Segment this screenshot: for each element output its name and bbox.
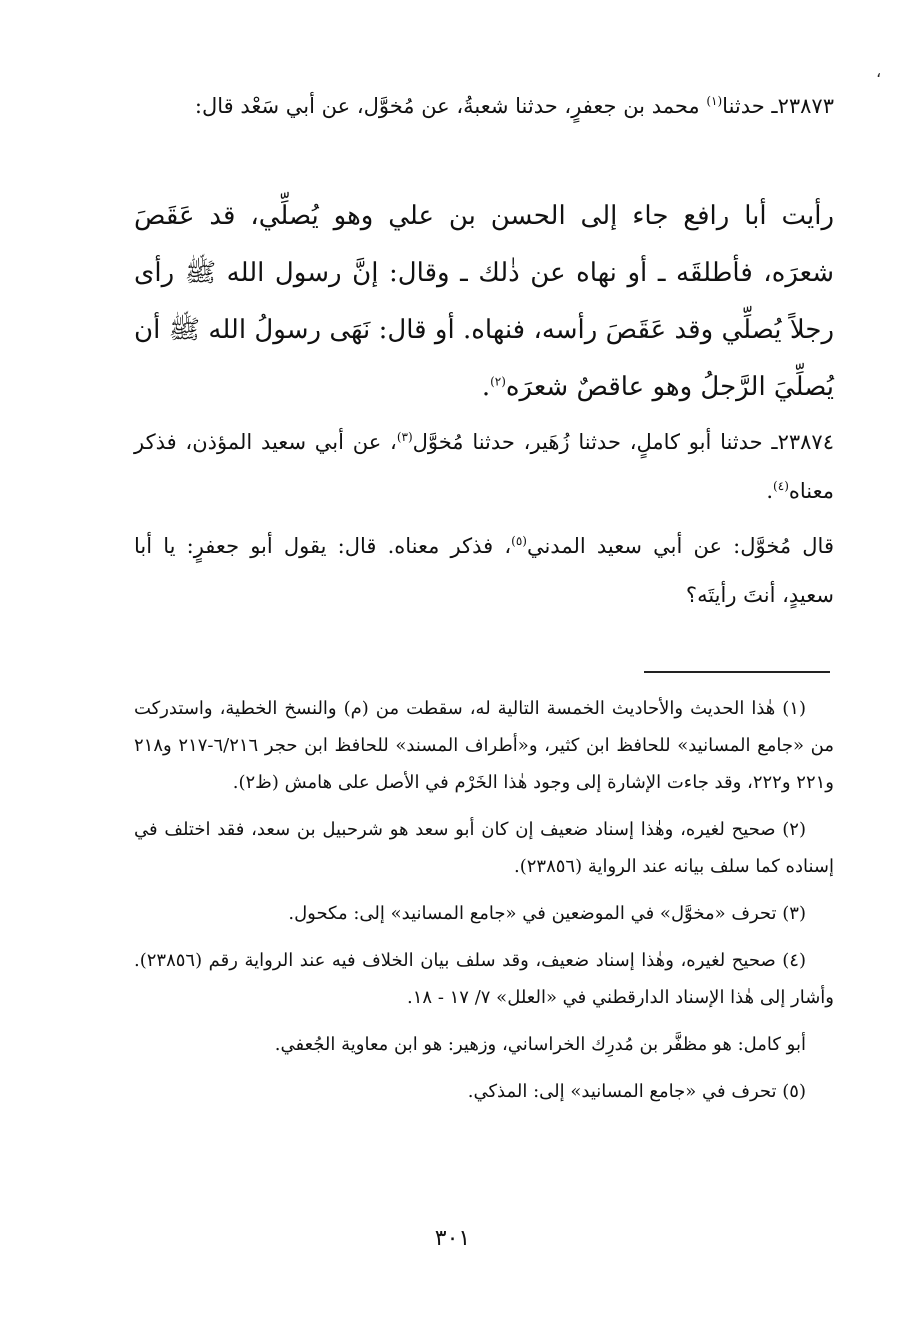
footnote-4-narrators: أبو كامل: هو مظفَّر بن مُدرِك الخراساني، وزهير: هو ابن معاوية الجُعفي. [274,1034,806,1055]
corner-mark: ، [876,62,882,81]
makhwal-note-rest: ، فذكر معناه. قال: يقول أبو جعفرٍ: يا أبا سعيدٍ، أنتَ رأيتَه؟ [134,534,834,607]
footnote-ref-2: (٢) [490,374,506,389]
footnote-ref-1: (١) [706,94,723,108]
matn-text: رأيت أبا رافع جاء إلى الحسن بن علي وهو يُصلِّي، قد عَقَصَ شعرَه، فأطلقَه ـ أو نهاه عن ذٰلك ـ وقال: إنَّ رسول الله ﷺ رأى رجلاً يُصلِّي وقد عَقَصَ رأسه، فنهاه. أو قال: نَهَى رسولُ الله ﷺ أن يُصلِّيَ الرَّجلُ وهو عاقصٌ شعرَه [134,201,834,402]
hadith-23873-text: ٢٣٨٧٣ـ حدثنا [722,94,834,118]
hadith-23874-end: . [766,479,774,503]
footnote-3: (٣) تحرف «مخوَّل» في الموضعين في «جامع المسانيد» إلى: مكحول. [288,903,806,924]
footnote-5: (٥) تحرف في «جامع المسانيد» إلى: المذكي. [467,1081,806,1102]
footnote-ref-3: (٣) [396,430,413,444]
hadith-23874-mid: ، عن أبي سعيد المؤذن، فذكر معناه [134,430,834,503]
hadith-23874 [134,418,834,516]
footnote-separator [644,671,830,673]
hadith-23873-isnad [134,82,834,131]
footnote-ref-5: (٥) [511,534,527,548]
footnote-2: (٢) صحيح لغيره، وهٰذا إسناد ضعيف إن كان أبو سعد هو شرحبيل بن سعد، فقد اختلف في إسناده كما سلف بيانه عند الرواية (٢٣٨٥٦). [134,819,834,877]
hadith-23873-matn [134,188,834,416]
footnotes [134,690,834,1120]
page-number: ٣٠١ [434,1226,471,1251]
footnote-4: (٤) صحيح لغيره، وهٰذا إسناد ضعيف، وقد سلف بيان الخلاف فيه عند الرواية رقم (٢٣٨٥٦). وأشار إلى هٰذا الإسناد الدارقطني في «العلل» ٧/ ١٧ - ١٨. [134,950,834,1008]
footnote-1: (١) هٰذا الحديث والأحاديث الخمسة التالية له، سقطت من (م) والنسخ الخطية، واستدركت من «جامع المسانيد» للحافظ ابن كثير، و«أطراف المسند» للحافظ ابن حجر ٦/٢١٦-٢١٧ و٢١٨ و٢٢١ و٢٢٢، وقد جاءت الإشارة إلى وجود هٰذا الخَرْم في الأصل على هامش (ظ٢). [134,698,834,793]
makhwal-note [134,522,834,620]
matn-end: . [481,372,491,402]
hadith-23873-rest: محمد بن جعفرٍ، حدثنا شعبةُ، عن مُخوَّل، عن أبي سَعْد قال: [194,94,707,118]
footnote-ref-4: (٤) [773,479,789,493]
hadith-23874-text: ٢٣٨٧٤ـ حدثنا أبو كاملٍ، حدثنا زُهَير، حدثنا مُخوَّل [412,430,834,454]
makhwal-note-text: قال مُخوَّل: عن أبي سعيد المدني [526,534,834,558]
